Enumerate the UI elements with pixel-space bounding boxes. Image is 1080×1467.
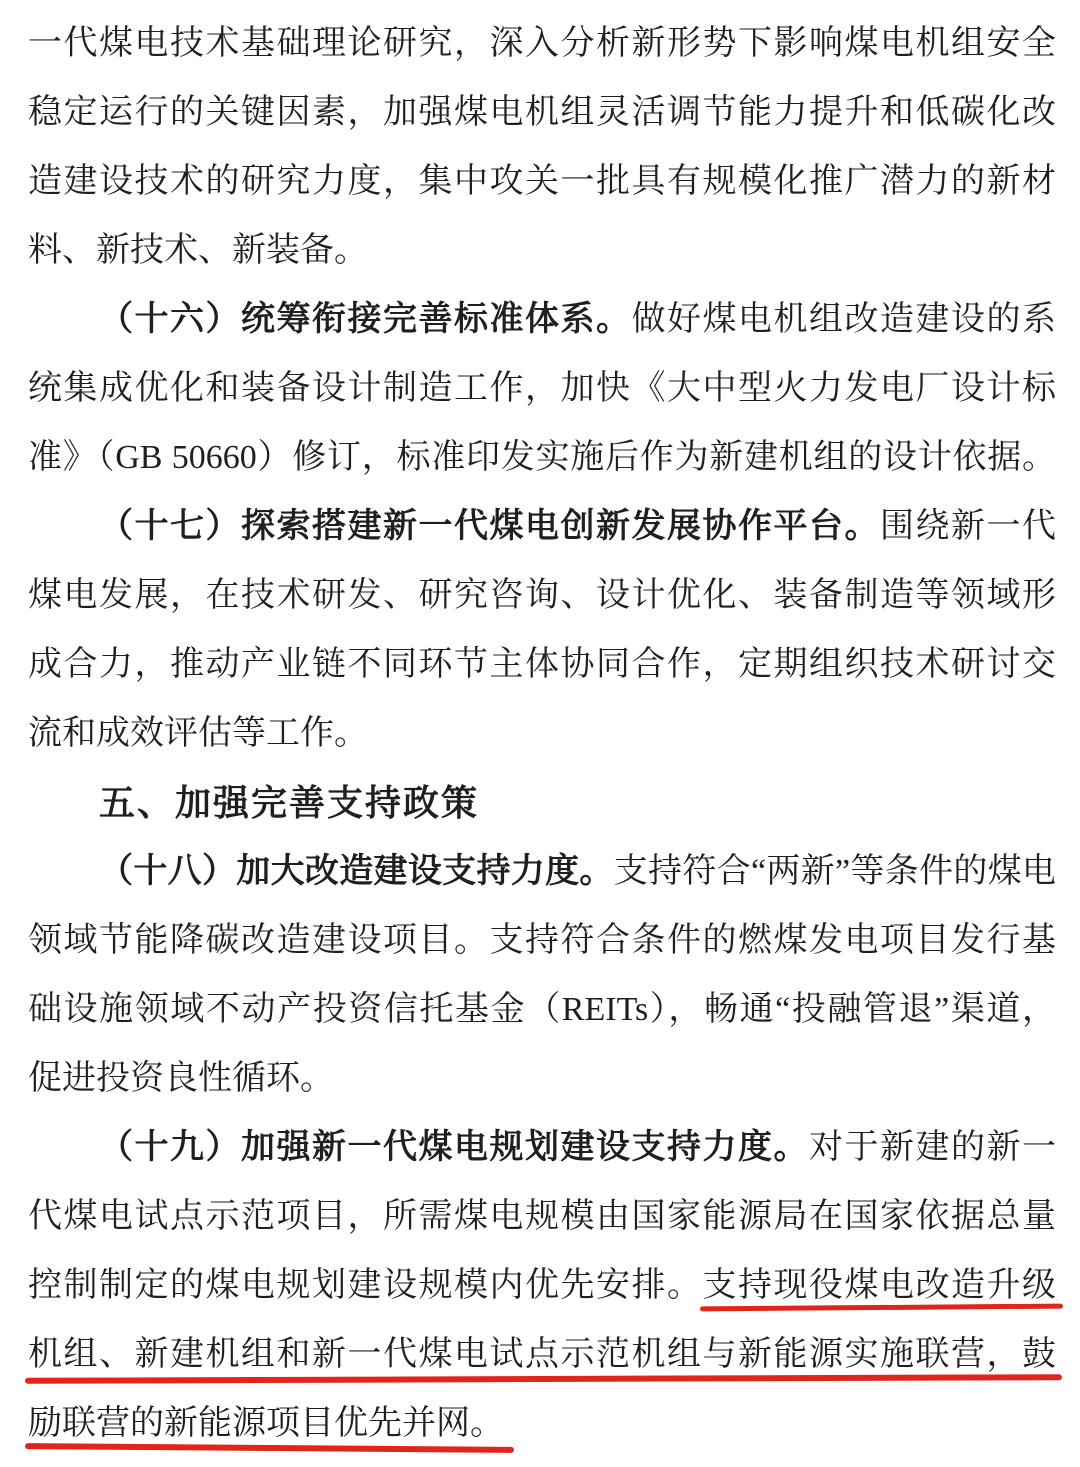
text-line: [28, 285, 1056, 354]
body-text: 促进投资良性循环。: [28, 1060, 334, 1097]
text-line: [28, 492, 1056, 561]
text-line: [28, 147, 1056, 216]
body-text: 领域节能降碳改造建设项目。支持符合条件的燃煤发电项目发行基: [28, 922, 1056, 959]
text-line: [28, 1113, 1056, 1182]
body-text: 对于新建的新一: [809, 1129, 1056, 1166]
text-line: [28, 975, 1056, 1044]
text-line: [28, 561, 1056, 630]
text-line: [28, 1389, 1056, 1458]
text-line: [28, 354, 1056, 423]
body-text: 料、新技术、新装备。: [28, 232, 368, 269]
text-line: [28, 9, 1056, 78]
bold-lead-text: （十七）探索搭建新一代煤电创新发展协作平台。: [99, 508, 880, 545]
body-text: 流和成效评估等工作。: [28, 715, 368, 752]
text-line: [28, 837, 1056, 906]
section-heading: [28, 768, 1056, 837]
red-underlined-text: 机组、新建机组和新一代煤电试点示范机组与新能源实施联营，鼓: [28, 1336, 1056, 1373]
text-line: [28, 216, 1056, 285]
text-line: [28, 1044, 1056, 1113]
body-text: 稳定运行的关键因素，加强煤电机组灵活调节能力提升和低碳化改: [28, 94, 1056, 131]
body-text: 准》（GB 50660）修订，标准印发实施后作为新建机组的设计依据。: [28, 439, 1056, 476]
body-text: 代煤电试点示范项目，所需煤电规模由国家能源局在国家依据总量: [28, 1198, 1056, 1235]
red-underlined-text: 支持现役煤电改造升级: [702, 1267, 1056, 1304]
text-line: [28, 630, 1056, 699]
text-line: [28, 1251, 1056, 1320]
body-text: 础设施领域不动产投资信托基金（REITs），畅通“投融管退”渠道，: [28, 991, 1056, 1028]
body-text: 围绕新一代: [880, 508, 1056, 545]
red-underlined-text: 励联营的新能源项目优先并网。: [28, 1405, 504, 1442]
text-line: [28, 1320, 1056, 1389]
text-line: [28, 906, 1056, 975]
bold-lead-text: （十六）统筹衔接完善标准体系。: [99, 301, 632, 338]
text-line: [28, 78, 1056, 147]
body-text: 控制制定的煤电规划建设规模内优先安排。: [28, 1267, 703, 1304]
text-line: [28, 423, 1056, 492]
text-line: [28, 699, 1056, 768]
body-text: 成合力，推动产业链不同环节主体协同合作，定期组织技术研讨交: [28, 646, 1056, 683]
body-text: 支持符合“两新”等条件的煤电: [613, 853, 1057, 890]
bold-lead-text: （十八）加大改造建设支持力度。: [99, 853, 614, 890]
text-line: [28, 1182, 1056, 1251]
body-text: 造建设技术的研究力度，集中攻关一批具有规模化推广潜力的新材: [28, 163, 1056, 200]
bold-lead-text: （十九）加强新一代煤电规划建设支持力度。: [99, 1129, 809, 1166]
body-text: 做好煤电机组改造建设的系: [631, 301, 1056, 338]
body-text: 一代煤电技术基础理论研究，深入分析新形势下影响煤电机组安全: [28, 25, 1056, 62]
body-text: 统集成优化和装备设计制造工作，加快《大中型火力发电厂设计标: [28, 370, 1056, 407]
body-text: 煤电发展，在技术研发、研究咨询、设计优化、装备制造等领域形: [28, 577, 1056, 614]
bold-lead-text: 五、加强完善支持政策: [99, 782, 480, 823]
